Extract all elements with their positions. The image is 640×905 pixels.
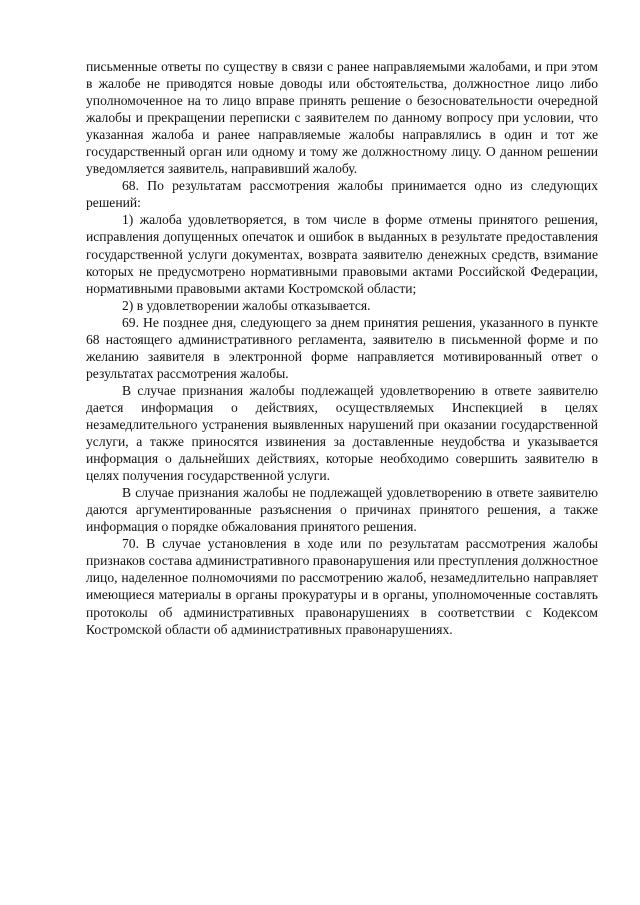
paragraph-continuation: письменные ответы по существу в связи с ранее направляемыми жалобами, и при этом в жалобе не приводятся новые доводы или обстоятельства, должностное лицо либо уполномоченное на то лицо вправе принять решение о безосновательности очередной жалобы и прекращении переписки с заявителем по данному вопросу при условии, что указанная жалоба и ранее направляемые жалобы направлялись в один и тот же государственный орган или одному и тому же должностному лицу. О данном решении уведомляется заявитель, направивший жалобу. bbox=[86, 59, 598, 177]
paragraph-clause-69-satisfied: В случае признания жалобы подлежащей удовлетворению в ответе заявителю дается информация о действиях, осуществляемых Инспекцией в целях незамедлительного устранения выявленных нарушений при оказании государственной услуги, а также приносятся извинения за доставленные неудобства и указывается информация о дальнейших действиях, которые необходимо совершить заявителю в целях получения государственной услуги. bbox=[86, 382, 598, 484]
paragraph-clause-68-item-1: 1) жалоба удовлетворяется, в том числе в форме отмены принятого решения, исправления допущенных опечаток и ошибок в выданных в результате предоставления государственной услуги документах, возврата заявителю денежных средств, взимание которых не предусмотрено нормативными правовыми актами Российской Федерации, нормативными правовыми актами Костромской области; bbox=[86, 212, 598, 296]
paragraph-clause-68: 68. По результатам рассмотрения жалобы принимается одно из следующих решений: bbox=[86, 178, 598, 211]
paragraph-clause-69-rejected: В случае признания жалобы не подлежащей удовлетворению в ответе заявителю даются аргументированные разъяснения о причинах принятого решения, а также информация о порядке обжалования принятого решения. bbox=[86, 485, 598, 535]
document-page bbox=[86, 58, 598, 638]
paragraph-clause-70: 70. В случае установления в ходе или по результатам рассмотрения жалобы признаков состава административного правонарушения или преступления должностное лицо, наделенное полномочиями по рассмотрению жалоб, незамедлительно направляет имеющиеся материалы в органы прокуратуры и в органы, уполномоченные составлять протоколы об административных правонарушениях в соответствии с Кодексом Костромской области об административных правонарушениях. bbox=[86, 536, 598, 637]
paragraph-clause-68-item-2: 2) в удовлетворении жалобы отказывается. bbox=[122, 297, 371, 313]
paragraph-clause-69: 69. Не позднее дня, следующего за днем принятия решения, указанного в пункте 68 настоящего административного регламента, заявителю в письменной форме и по желанию заявителя в электронной форме направляется мотивированный ответ о результатах рассмотрения жалобы. bbox=[86, 314, 598, 381]
